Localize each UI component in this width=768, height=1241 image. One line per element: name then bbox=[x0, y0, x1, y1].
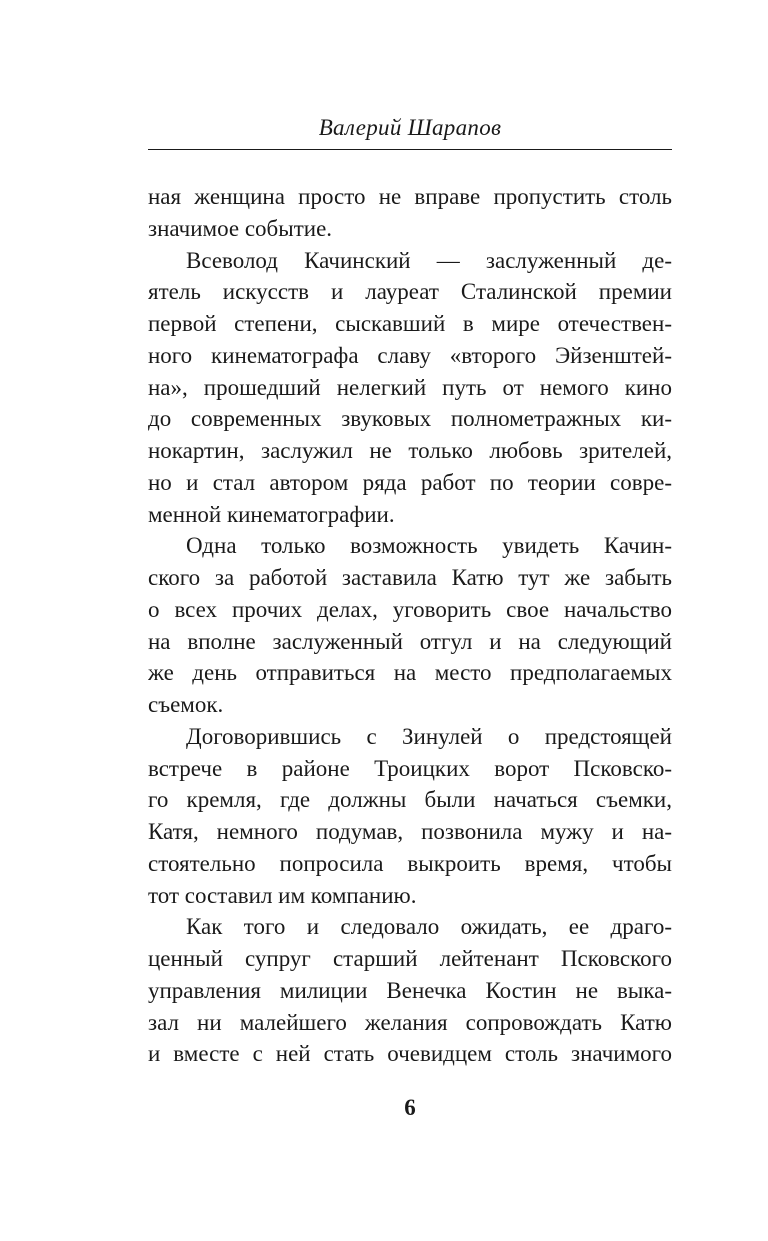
text-line: зал ни малейшего желания сопровождать Катю bbox=[148, 1009, 672, 1035]
body-text bbox=[148, 181, 672, 1070]
text-line: Как того и следовало ожидать, ее драго- bbox=[186, 914, 672, 940]
text-line: ценный супруг старший лейтенант Псковского bbox=[148, 946, 672, 971]
text-line: на вполне заслуженный отгул и на следующий bbox=[148, 628, 672, 654]
text-line: управления милиции Венечка Костин не выка- bbox=[148, 977, 672, 1003]
text-line: встрече в районе Троицких ворот Псковско- bbox=[148, 755, 672, 781]
text-line: до современных звуковых полнометражных ки- bbox=[148, 406, 672, 432]
text-line: и вместе с ней стать очевидцем столь значимого bbox=[148, 1041, 672, 1067]
text-line: ного кинематографа славу «второго Эйзенштей- bbox=[148, 342, 672, 368]
text-line: съемок. bbox=[148, 692, 224, 717]
text-line: го кремля, где должны были начаться съемки, bbox=[148, 787, 672, 813]
text-line: ятель искусств и лауреат Сталинской премии bbox=[148, 279, 672, 305]
paragraph bbox=[148, 245, 672, 531]
text-line: нокартин, заслужил не только любовь зрителей, bbox=[148, 438, 672, 463]
running-header-author: Валерий Шарапов bbox=[318, 115, 502, 140]
paragraph bbox=[148, 911, 672, 1070]
text-line: на», прошедший нелегкий путь от немого кино bbox=[148, 374, 672, 400]
page-number: 6 bbox=[404, 1095, 416, 1120]
text-line: Катя, немного подумав, позвонила мужу и на- bbox=[148, 819, 672, 844]
header-rule bbox=[148, 149, 672, 150]
text-line: о всех прочих делах, уговорить свое начальство bbox=[148, 596, 672, 622]
text-line: ского за работой заставила Катю тут же забыть bbox=[148, 565, 672, 590]
text-line: значимое событие. bbox=[148, 215, 333, 241]
text-line: же день отправиться на место предполагаемых bbox=[148, 660, 672, 686]
text-line: Одна только возможность увидеть Качин- bbox=[186, 533, 672, 559]
paragraph bbox=[148, 181, 672, 245]
text-line: стоятельно попросила выкроить время, чтобы bbox=[148, 850, 672, 876]
text-line: ная женщина просто не вправе пропустить столь bbox=[148, 184, 672, 209]
text-line: но и стал автором ряда работ по теории совре- bbox=[148, 469, 672, 495]
text-line: тот составил им компанию. bbox=[148, 882, 417, 908]
text-line: Всеволод Качинский — заслуженный де- bbox=[186, 247, 672, 273]
text-line: менной кинематографии. bbox=[148, 501, 395, 527]
paragraph bbox=[148, 721, 672, 912]
text-line: Договорившись с Зинулей о предстоящей bbox=[186, 723, 672, 749]
paragraph bbox=[148, 530, 672, 721]
text-line: первой степени, сыскавший в мире отечествен- bbox=[148, 311, 672, 336]
